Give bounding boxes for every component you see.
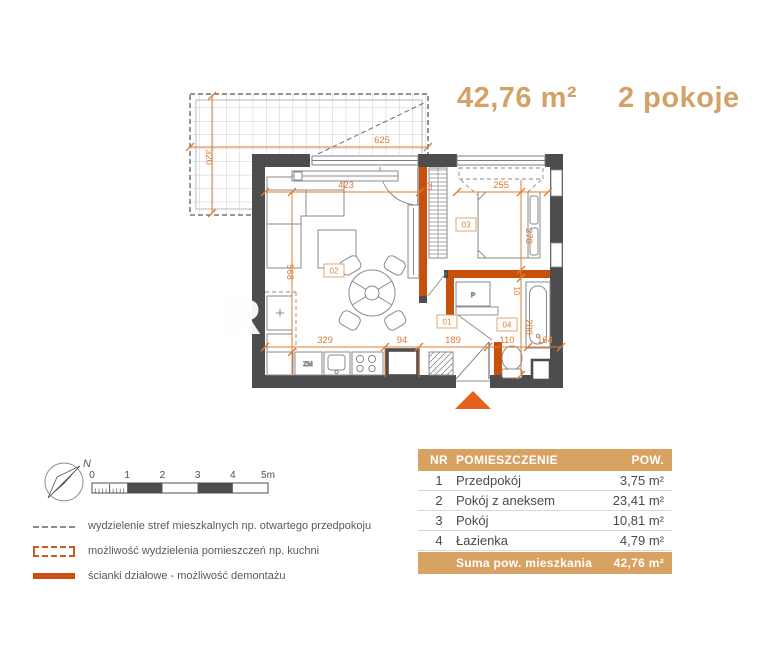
compass-needle-light (48, 466, 80, 498)
row-area: 4,79 m² (619, 533, 664, 548)
rooms-table-header (418, 449, 672, 471)
wall-end-cap (444, 270, 448, 278)
wall-end-cap (419, 296, 427, 303)
dim-bottom-1: 329 (317, 335, 333, 346)
bathroom-sink (532, 360, 550, 380)
table-row (418, 511, 672, 531)
dishwasher (295, 352, 322, 375)
legend-label: wydzielenie stref mieszkalnych np. otwartego przedpokoju (88, 520, 372, 532)
compass (45, 458, 91, 501)
shelf-unit (408, 205, 419, 278)
dim-bath-height: 280 (523, 319, 534, 335)
scale-tick-4: 4 (230, 470, 236, 481)
room-id-bedroom: 03 (461, 220, 471, 230)
dim-wall-thickness: 10 (512, 286, 521, 296)
kitchen-cabinet-column (267, 296, 292, 352)
scale-tick-0: 0 (89, 470, 95, 481)
row-room: Pokój (456, 513, 489, 528)
washing-machine (456, 282, 490, 306)
row-nr: 1 (435, 473, 443, 488)
legend-item-kitchen (33, 545, 483, 559)
total-area-label: 42,76 m² (456, 82, 578, 114)
dim-wardrobe-depth: 73 (424, 181, 433, 191)
scale-tick-5: 5m (261, 470, 275, 481)
fridge (387, 350, 418, 376)
dishwasher-label: ZM (303, 361, 313, 368)
dim-bedroom-height: 278 (523, 228, 534, 244)
table-row (418, 531, 672, 551)
bed (478, 192, 540, 258)
col-room: POMIESZCZENIE (456, 453, 558, 467)
rooms-count-label: 2 pokoje (618, 82, 740, 114)
row-nr: 2 (435, 493, 443, 508)
scale-tick-3: 3 (194, 470, 201, 481)
row-room: Przedpokój (456, 473, 522, 488)
balcony-window (312, 156, 418, 165)
scale-bar (89, 470, 275, 493)
legend-swatch-solid-orange (33, 573, 75, 579)
row-nr: 4 (435, 533, 443, 548)
legend-item-zones (33, 520, 483, 534)
compass-north-label: N (83, 458, 91, 470)
dim-bottom-3: 189 (445, 335, 461, 346)
dim-living-width: 423 (338, 180, 354, 191)
dim-balcony-depth: 320 (203, 149, 214, 165)
room-id-living: 02 (329, 266, 339, 276)
row-area: 3,75 m² (619, 473, 664, 488)
row-nr: 3 (435, 513, 443, 528)
legend-label: ścianki działowe - możliwość demontażu (88, 570, 286, 582)
row-area: 23,41 m² (612, 493, 664, 508)
dim-balcony-width: 625 (374, 135, 390, 146)
dim-bottom-2: 94 (396, 335, 408, 346)
dim-bedroom-width: 255 (493, 180, 509, 191)
scale-tick-2: 2 (159, 470, 166, 481)
legend-swatch-dashed-gray (33, 526, 75, 528)
legend-swatch-dashed-orange (33, 546, 75, 557)
legend-item-demountable (33, 570, 483, 584)
entrance-marker-triangle (455, 391, 491, 409)
rooms-table (418, 449, 672, 574)
dim-bottom-5: 164 (537, 335, 553, 346)
col-pow: POW. (631, 453, 664, 467)
dim-living-height: 568 (284, 264, 295, 280)
scale-tick-1: 1 (124, 470, 130, 481)
kitchen-sink (324, 352, 350, 375)
room-id-bath: 04 (502, 320, 512, 330)
wall-niche-shelf (551, 170, 562, 196)
bathroom-door-leaf (456, 307, 498, 315)
row-room: Pokój z aneksem (456, 493, 555, 508)
room-id-hall: 01 (442, 317, 452, 327)
row-area: 10,81 m² (612, 513, 664, 528)
hall-wardrobe (429, 352, 453, 375)
dim-bottom-4: 110 (499, 335, 515, 346)
wall-niche-shelf (551, 243, 562, 267)
bedroom-window (457, 156, 545, 165)
rooms-table-footer (418, 552, 672, 574)
col-nr: NR (430, 453, 448, 467)
washing-machine-label: P (470, 292, 476, 299)
table-row (418, 471, 672, 491)
watermark-letter: R (225, 289, 262, 345)
row-room: Łazienka (456, 533, 509, 548)
table-row (418, 491, 672, 511)
legend-label: możliwość wydzielenia pomieszczeń np. kuchni (88, 545, 320, 557)
toilet (502, 346, 522, 378)
footer-area: 42,76 m² (613, 556, 664, 570)
stove (352, 352, 383, 375)
footer-label: Suma pow. mieszkania (456, 556, 593, 570)
